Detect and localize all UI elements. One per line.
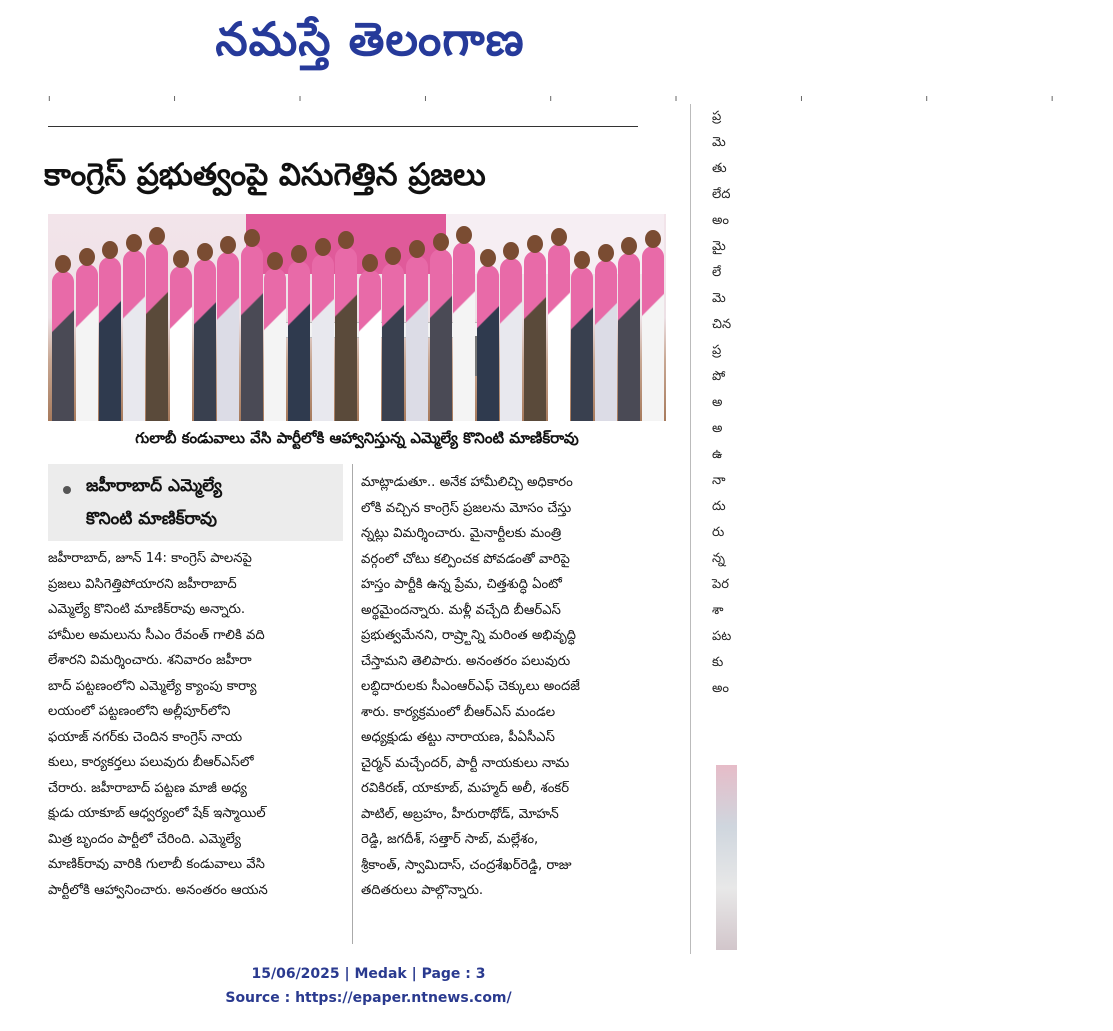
photo-person — [335, 247, 357, 421]
text-line: చేరారు. జహీరాబాద్ పట్టణ మాజీ అధ్య — [48, 780, 247, 796]
text-line: మాట్లాడుతూ.. అనేక హామీలిచ్చి అధికారం — [361, 475, 573, 490]
text-line: ఫయాజ్ నగర్‌కు చెందిన కాంగ్రెస్ నాయ — [48, 729, 243, 745]
photo-person-head — [173, 250, 189, 268]
photo-caption: గులాబీ కండువాలు వేసి పార్టీలోకి ఆహ్వానిస్తున్న ఎమ్మెల్యే కొనింటి మాణిక్‌రావు — [135, 429, 579, 447]
photo-person-head — [645, 230, 661, 248]
column-divider — [690, 104, 691, 954]
text-line: లోకి వచ్చిన కాంగ్రెస్ ప్రజలను మోసం చేస్తు — [361, 500, 572, 516]
edge-text-fragment: దు — [712, 499, 726, 514]
text-line: అర్థమైందన్నారు. మళ్లీ వచ్చేది బీఆర్‌ఎస్ — [361, 602, 561, 618]
footer-date-edition: 15/06/2025 | Medak | Page : 3 — [251, 966, 486, 982]
edge-text-fragment: మై — [712, 239, 726, 254]
edge-text-fragment: లేద — [712, 187, 731, 202]
photo-person-head — [102, 241, 118, 259]
photo-person — [477, 265, 499, 421]
article-column-2 — [361, 470, 666, 904]
text-line: తదితరులు పాల్గొన్నారు. — [361, 883, 484, 898]
photo-person-head — [126, 234, 142, 252]
photo-person — [406, 256, 428, 421]
photo-person-head — [220, 236, 236, 254]
photo-person — [170, 266, 192, 421]
text-line: లేశారని విమర్శించారు. శనివారం జహీరా — [48, 653, 252, 668]
text-line: అధ్యక్షుడు తట్టు నారాయణ, పీఏసీఎస్ — [361, 730, 555, 745]
text-line: శ్రీకాంత్, స్వామిదాస్, చంద్రశేఖర్‌రెడ్డి, రాజు — [361, 857, 572, 873]
photo-person-head — [527, 235, 543, 253]
text-line: ప్రజలు విసిగెత్తిపోయారని జహీరాబాద్ — [48, 576, 237, 592]
photo-person-head — [480, 249, 496, 267]
edge-text-fragment: న్న — [712, 551, 725, 566]
text-line: హస్తం పార్టీకి ఉన్న ప్రేమ, చిత్తశుద్ధి ఏంటో — [361, 577, 562, 592]
text-line: కులు, కార్యకర్తలు పలువురు బీఆర్‌ఎస్‌లో — [48, 755, 254, 770]
text-line: లబ్ధిదారులకు సీఎంఆర్‌ఎఫ్ చెక్కులు అందజే — [361, 679, 580, 694]
photo-person — [217, 252, 239, 421]
text-line: ఎమ్మెల్యే కొనింటి మాణిక్‌రావు అన్నారు. — [48, 602, 246, 617]
masthead-strip: ı ı ı ı ı ı ı ı ı — [48, 94, 1113, 104]
text-line: చైర్మన్ మచ్చేందర్, పార్టీ నాయకులు నామ — [361, 755, 570, 771]
article-photo — [48, 214, 666, 421]
text-line: రెడ్డి, జగదీశ్, సత్తార్ సాబ్, మల్లేశం, — [361, 832, 539, 847]
photo-person — [264, 268, 286, 421]
photo-person — [146, 243, 168, 421]
edge-text-fragment: అం — [712, 213, 729, 228]
edge-text-fragment: ప్ర — [712, 109, 722, 124]
photo-person-head — [79, 248, 95, 266]
text-line: రవికిరణ్, యాకూబ్, మహ్మద్ అలీ, శంకర్ — [361, 781, 570, 796]
photo-person-head — [197, 243, 213, 261]
edge-text-fragment: మె — [712, 135, 726, 150]
subhead-line: జహీరాబాద్ ఎమ్మెల్యే — [86, 476, 222, 496]
edge-text-fragment: అ — [712, 421, 723, 436]
text-line: జహీరాబాద్, జూన్ 14: కాంగ్రెస్ పాలనపై — [48, 551, 252, 566]
photo-person — [123, 250, 145, 421]
text-line: మిత్ర బృందం పార్టీలో చేరింది. ఎమ్మెల్యే — [48, 831, 241, 847]
photo-person — [642, 246, 664, 421]
edge-text-fragment: కు — [712, 655, 724, 670]
photo-person-head — [598, 244, 614, 262]
text-line: న్నట్లు విమర్శించారు. మైనార్టీలకు మంత్రి — [361, 526, 562, 541]
photo-person — [548, 244, 570, 421]
photo-person-head — [291, 245, 307, 263]
photo-person — [241, 245, 263, 421]
text-line: వర్గంలో చోటు కల్పించక పోవడంతో వారిపై — [361, 551, 570, 567]
edge-text-fragment: లే — [712, 265, 722, 280]
footer-source: Source : https://epaper.ntnews.com/ — [225, 990, 512, 1006]
text-line: ప్రభుత్వమేనని, రాష్ర్టాన్ని మరింత అభివృద్ధి — [361, 628, 576, 643]
photo-person — [312, 254, 334, 421]
bullet-icon — [63, 486, 71, 494]
edge-text-fragment: నా — [712, 473, 726, 488]
photo-person — [288, 261, 310, 421]
text-line: లయంలో పట్టణంలోని అల్లీపూర్‌లోని — [48, 704, 231, 719]
neighbor-photo-edge — [716, 765, 737, 950]
photo-person-head — [244, 229, 260, 247]
edge-text-fragment: అ — [712, 395, 723, 410]
text-line: క్షుడు యాకూబ్ ఆధ్వర్యంలో షేక్ ఇస్మాయిల్ — [48, 806, 266, 821]
edge-text-fragment: ప్ర — [712, 343, 722, 358]
article-column-1 — [48, 546, 346, 903]
photo-person — [453, 242, 475, 421]
photo-person — [359, 270, 381, 421]
edge-text-fragment: శా — [712, 603, 724, 618]
edge-text-fragment: పెర — [712, 577, 729, 592]
photo-person-head — [362, 254, 378, 272]
edge-text-fragment: అం — [712, 681, 729, 696]
photo-person — [52, 271, 74, 421]
photo-person-head — [55, 255, 71, 273]
photo-person — [99, 257, 121, 421]
text-line: బాద్ పట్టణంలోని ఎమ్మెల్యే క్యాంపు కార్యా — [48, 678, 257, 694]
text-line: చేస్తామని తెలిపారు. అనంతరం పలువురు — [361, 653, 571, 669]
photo-person — [571, 267, 593, 421]
edge-text-fragment: మె — [712, 291, 726, 306]
photo-person — [430, 249, 452, 421]
column-separator — [352, 464, 353, 944]
edge-text-fragment: పో — [712, 369, 726, 384]
article-headline: కాంగ్రెస్ ప్రభుత్వంపై విసుగెత్తిన ప్రజలు — [44, 157, 486, 193]
header-divider — [48, 126, 638, 127]
photo-person — [76, 264, 98, 421]
photo-person — [618, 253, 640, 421]
text-line: మాణిక్‌రావు వారికి గులాబీ కండువాలు వేసి — [48, 857, 265, 872]
photo-person-head — [409, 240, 425, 258]
text-line: పాటిల్, అబ్రహం, హీరురాథోడ్, మోహన్ — [361, 806, 559, 822]
edge-text-fragment: తు — [712, 161, 727, 176]
edge-text-fragment: రు — [712, 525, 725, 540]
photo-person — [382, 263, 404, 421]
subhead-line: కొనింటి మాణిక్‌రావు — [86, 509, 218, 529]
text-line: శారు. కార్యక్రమంలో బీఆర్‌ఎస్ మండల — [361, 704, 556, 720]
photo-person-head — [149, 227, 165, 245]
photo-person — [194, 259, 216, 421]
edge-text-fragment: ఉ — [712, 447, 723, 462]
photo-person-head — [315, 238, 331, 256]
text-line: పార్టీలోకి ఆహ్వానించారు. అనంతరం ఆయన — [48, 882, 268, 898]
photo-person-head — [551, 228, 567, 246]
edge-text-fragment: పట — [712, 629, 732, 644]
text-line: హామీల అమలును సీఎం రేవంత్ గాలికి వది — [48, 627, 265, 643]
photo-person — [500, 258, 522, 421]
photo-person — [595, 260, 617, 421]
edge-text-fragment: చిన — [712, 317, 732, 332]
neighbor-article-edge — [712, 104, 737, 702]
masthead-title: నమస్తే తెలంగాణ — [215, 12, 525, 66]
photo-person-head — [433, 233, 449, 251]
photo-person — [524, 251, 546, 421]
